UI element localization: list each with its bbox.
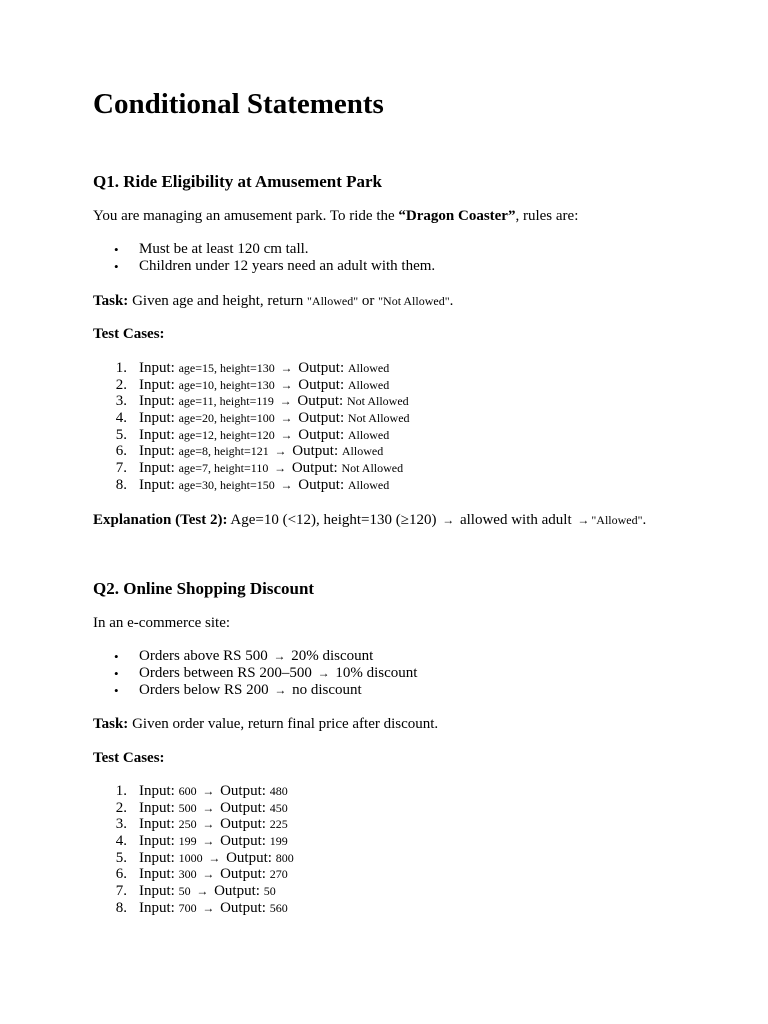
input-label: Input:	[139, 883, 175, 900]
input-label: Input:	[139, 783, 175, 799]
input-value: 250	[178, 817, 197, 832]
list-number: 1.	[115, 783, 127, 799]
input-label: Input:	[139, 816, 175, 833]
arrow-icon: →	[274, 444, 287, 459]
arrow-icon: →	[280, 361, 293, 375]
input-label: Input:	[139, 849, 175, 866]
test-case-item	[93, 866, 294, 883]
output-value: Allowed	[347, 477, 390, 492]
list-item	[93, 648, 417, 665]
list-number: 8.	[115, 899, 127, 916]
test-case-item	[93, 460, 410, 477]
q1-task-label: Task:	[93, 293, 129, 309]
output-value: Allowed	[347, 377, 390, 392]
arrow-icon: →	[202, 800, 215, 815]
arrow-icon: →	[208, 850, 221, 865]
output-value: 270	[269, 867, 288, 882]
list-number: 4.	[115, 833, 127, 850]
output-label: Output:	[298, 410, 345, 427]
q1-explanation	[93, 510, 646, 530]
input-value: age=10, height=130	[178, 377, 275, 392]
output-label: Output:	[298, 426, 345, 443]
test-case-item	[93, 850, 294, 867]
input-label: Input:	[139, 393, 175, 410]
input-label: Input:	[139, 476, 175, 493]
q1-task-or: or	[358, 293, 379, 309]
list-item: • Children under 12 years need an adult with them.	[93, 258, 435, 275]
test-case-item	[93, 900, 294, 917]
arrow-icon: →	[280, 377, 293, 392]
output-value: Allowed	[347, 361, 390, 375]
q1-ride-name: “Dragon Coaster”	[398, 208, 516, 224]
input-value: 1000	[178, 850, 203, 865]
arrow-icon: →	[442, 513, 455, 527]
input-value: age=20, height=100	[178, 411, 275, 426]
q1-intro-pre: You are managing an amusement park. To ride the	[93, 208, 399, 224]
output-label: Output:	[292, 443, 339, 460]
q1-rules-list	[93, 241, 435, 275]
output-value: 225	[269, 817, 288, 832]
q2-test-cases-label-text: Test Cases:	[93, 750, 165, 766]
output-label: Output:	[226, 849, 272, 866]
q1-task-option-allowed: "Allowed"	[307, 294, 359, 308]
input-label: Input:	[139, 410, 175, 427]
q1-test-cases-list	[93, 360, 410, 494]
rule-result: 10% discount	[331, 665, 418, 681]
arrow-icon: →	[577, 513, 590, 527]
arrow-icon: →	[280, 427, 293, 442]
output-value: 50	[263, 884, 276, 899]
input-value: 500	[178, 800, 197, 815]
output-label: Output:	[220, 783, 266, 799]
q1-task-end: .	[449, 293, 454, 309]
test-case-item	[93, 443, 410, 460]
page-title: Conditional Statements	[93, 88, 384, 120]
input-value: age=30, height=150	[178, 477, 275, 492]
list-item	[93, 665, 417, 682]
arrow-icon: →	[274, 683, 287, 697]
input-value: age=11, height=119	[178, 394, 274, 409]
list-number: 3.	[115, 393, 127, 410]
test-case-item	[93, 393, 410, 410]
input-value: age=7, height=110	[178, 461, 269, 476]
arrow-icon: →	[274, 461, 287, 476]
input-label: Input:	[139, 866, 175, 883]
input-label: Input:	[139, 799, 175, 816]
arrow-icon: →	[279, 394, 292, 409]
input-value: age=15, height=130	[178, 361, 275, 375]
list-number: 6.	[115, 866, 127, 883]
output-value: 480	[269, 784, 288, 798]
q1-explanation-result: "Allowed"	[591, 513, 643, 527]
test-case-item	[93, 816, 294, 833]
output-label: Output:	[214, 883, 260, 900]
output-label: Output:	[298, 476, 345, 493]
test-case-item	[93, 410, 410, 427]
output-label: Output:	[298, 360, 345, 376]
rule-condition: Orders above RS 500	[139, 648, 272, 664]
q1-intro	[93, 206, 578, 226]
test-case-item	[93, 377, 410, 394]
rule-condition: Orders below RS 200	[139, 682, 273, 698]
input-label: Input:	[139, 426, 175, 443]
output-label: Output:	[220, 899, 266, 916]
list-item: • Must be at least 120 cm tall.	[93, 241, 435, 258]
q2-intro: In an e-commerce site:	[93, 615, 231, 631]
list-number: 7.	[115, 460, 127, 477]
q1-task	[93, 291, 453, 311]
output-value: Allowed	[341, 444, 384, 459]
q1-explanation-label: Explanation (Test 2):	[93, 512, 228, 528]
rule-condition: Orders between RS 200–500	[139, 665, 316, 681]
q1-task-option-not-allowed: "Not Allowed"	[378, 294, 450, 308]
list-number: 3.	[115, 816, 127, 833]
arrow-icon: →	[280, 477, 293, 492]
output-value: 450	[269, 800, 288, 815]
arrow-icon: →	[273, 649, 286, 663]
rule-result: 20% discount	[287, 648, 374, 664]
q2-rules-list	[93, 648, 417, 699]
list-number: 8.	[115, 476, 127, 493]
arrow-icon: →	[202, 784, 215, 798]
q1-test-cases-label-text: Test Cases:	[93, 326, 165, 342]
list-number: 4.	[115, 410, 127, 427]
input-label: Input:	[139, 899, 175, 916]
q2-task-label: Task:	[93, 716, 129, 732]
q2-task-text: Given order value, return final price after discount.	[128, 716, 439, 732]
test-case-item	[93, 883, 294, 900]
arrow-icon: →	[196, 884, 209, 899]
q2-test-cases-list	[93, 783, 294, 917]
output-value: 560	[269, 900, 288, 915]
output-label: Output:	[220, 799, 266, 816]
rule-result: no discount	[288, 682, 362, 698]
arrow-icon: →	[202, 900, 215, 915]
test-case-item	[93, 360, 410, 377]
output-value: Not Allowed	[341, 461, 404, 476]
output-value: Not Allowed	[347, 411, 410, 426]
output-label: Output:	[220, 833, 266, 850]
test-case-item	[93, 800, 294, 817]
q2-task	[93, 714, 438, 734]
q2-heading: Q2. Online Shopping Discount	[93, 579, 315, 598]
test-case-item	[93, 427, 410, 444]
arrow-icon: →	[202, 817, 215, 832]
output-label: Output:	[220, 866, 266, 883]
list-number: 5.	[115, 426, 127, 443]
list-number: 7.	[115, 883, 127, 900]
q1-explanation-text: Age=10 (<12), height=130 (≥120)	[227, 512, 441, 528]
list-number: 1.	[115, 360, 127, 376]
input-value: age=12, height=120	[178, 427, 275, 442]
input-value: age=8, height=121	[178, 444, 269, 459]
list-item	[93, 682, 417, 699]
input-value: 600	[178, 784, 197, 798]
arrow-icon: →	[202, 867, 215, 882]
list-number: 2.	[115, 799, 127, 816]
q1-explanation-mid: allowed with adult	[456, 512, 576, 528]
test-case-item	[93, 783, 294, 800]
output-value: 199	[269, 834, 288, 849]
input-label: Input:	[139, 833, 175, 850]
arrow-icon: →	[202, 834, 215, 849]
input-value: 50	[178, 884, 191, 899]
input-label: Input:	[139, 360, 175, 376]
input-value: 199	[178, 834, 197, 849]
q1-intro-post: , rules are:	[515, 208, 579, 224]
q1-heading: Q1. Ride Eligibility at Amusement Park	[93, 172, 382, 191]
output-value: Allowed	[347, 427, 390, 442]
q1-test-cases-label	[93, 324, 165, 344]
list-number: 5.	[115, 849, 127, 866]
arrow-icon: →	[280, 411, 293, 426]
output-label: Output:	[220, 816, 266, 833]
input-label: Input:	[139, 443, 175, 460]
q1-task-text: Given age and height, return	[128, 293, 308, 309]
output-value: Not Allowed	[346, 394, 409, 409]
arrow-icon: →	[317, 666, 330, 680]
input-value: 300	[178, 867, 197, 882]
output-value: 800	[275, 850, 294, 865]
test-case-item	[93, 833, 294, 850]
output-label: Output:	[297, 393, 344, 410]
q2-test-cases-label	[93, 748, 165, 768]
input-label: Input:	[139, 460, 175, 477]
input-label: Input:	[139, 376, 175, 393]
test-case-item	[93, 477, 410, 494]
output-label: Output:	[291, 460, 338, 477]
list-number: 2.	[115, 376, 127, 393]
q1-explanation-end: .	[642, 512, 647, 528]
input-value: 700	[178, 900, 197, 915]
output-label: Output:	[298, 376, 345, 393]
list-number: 6.	[115, 443, 127, 460]
